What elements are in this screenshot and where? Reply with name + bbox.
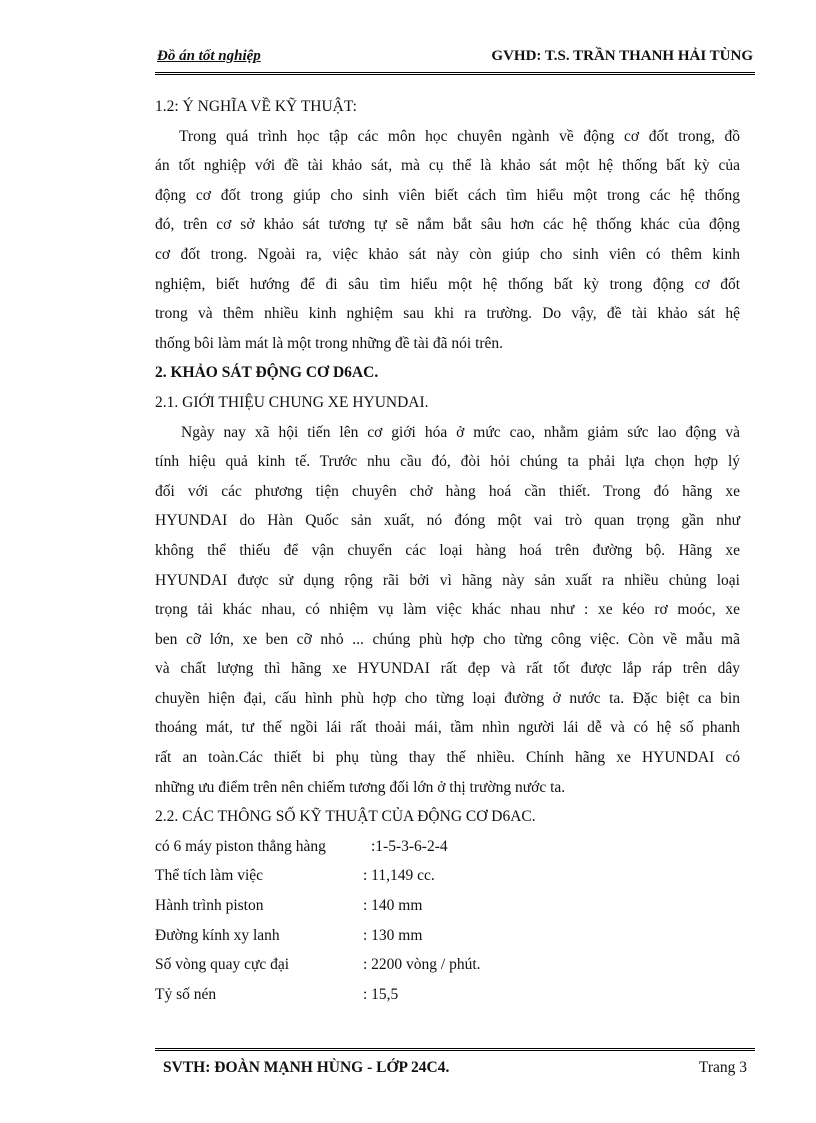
paragraph-line: trọng tải khác nhau, có nhiệm vụ làm việc khác nhau như : xe kéo rơ moóc, xe bbox=[155, 601, 740, 619]
paragraph-line: thoáng mát, tư thế ngồi lái rất thoải mái, tầm nhìn người lái dễ và có hệ số phanh bbox=[155, 719, 740, 737]
section-2-1-title: 2.1. GIỚI THIỆU CHUNG XE HYUNDAI. bbox=[155, 393, 429, 411]
spec-label: Số vòng quay cực đại bbox=[155, 956, 290, 974]
paragraph-line: trong và thêm nhiều kinh nghiệm sau khi ra trường. Do vậy, đề tài khảo sát hệ bbox=[155, 305, 740, 323]
paragraph-line: án tốt nghiệp với đề tài khảo sát, mà cụ thể là khảo sát một hệ thống bất kỳ của bbox=[155, 157, 740, 175]
section-2-2-title: 2.2. CÁC THÔNG SỐ KỸ THUẬT CỦA ĐỘNG CƠ D6AC. bbox=[155, 808, 536, 826]
spec-value: : 140 mm bbox=[363, 897, 423, 915]
page-header bbox=[155, 48, 755, 75]
spec-row bbox=[155, 921, 740, 951]
spec-value: : 15,5 bbox=[363, 985, 399, 1003]
spec-row bbox=[155, 861, 740, 891]
footer-student: SVTH: ĐOÀN MẠNH HÙNG - LỚP 24C4. bbox=[163, 1059, 450, 1076]
paragraph-line: thống bôi làm mát là một trong những đề tài đã nói trên. bbox=[155, 334, 504, 352]
paragraph-line: và chất lượng thì hãng xe HYUNDAI rất đẹp và rất tốt được lắp ráp trên dây bbox=[155, 660, 740, 678]
spec-row bbox=[155, 832, 740, 862]
spec-row bbox=[155, 950, 740, 980]
paragraph-line: cơ đốt trong. Ngoài ra, việc khảo sát này còn giúp cho sinh viên có thêm kinh bbox=[155, 245, 740, 263]
spec-label: Tỷ số nén bbox=[155, 985, 217, 1003]
paragraph-line: ben cỡ lớn, xe ben cỡ nhỏ ... chúng phù hợp cho từng công việc. Còn về mẫu mã bbox=[155, 630, 740, 648]
spec-row bbox=[155, 980, 740, 1010]
section-1-2-title: 1.2: Ý NGHĨA VỀ KỸ THUẬT: bbox=[155, 98, 357, 115]
paragraph-line: HYUNDAI được sử dụng rộng rãi bởi vì hãng này sản xuất ra nhiều chủng loại bbox=[155, 571, 740, 589]
paragraph-line: không thể thiếu để vận chuyển các loại hàng hoá trên đường bộ. Hãng xe bbox=[155, 541, 740, 559]
paragraph-line: nghiệm, biết hướng để đi sâu tìm hiểu một hệ thống bất kỳ trong động cơ đốt bbox=[155, 275, 740, 293]
spec-value: : 2200 vòng / phút. bbox=[363, 956, 481, 974]
section-2-title: 2. KHẢO SÁT ĐỘNG CƠ D6AC. bbox=[155, 364, 379, 382]
paragraph-line: những ưu điểm trên nên chiếm tương đối lớn ở thị trường nước ta. bbox=[155, 778, 566, 796]
spec-label: Đường kính xy lanh bbox=[155, 926, 280, 944]
paragraph-line: chuyền hiện đại, cấu hình phù hợp cho từng loại đường ở nước ta. Đặc biệt ca bin bbox=[155, 689, 740, 707]
paragraph-line: tính hiệu quả kinh tế. Trước nhu cầu đó, đòi hỏi chúng ta phải lựa chọn hợp lý bbox=[155, 453, 740, 471]
spec-label: Thể tích làm việc bbox=[155, 867, 264, 885]
spec-label: có 6 máy piston thẳng hàng bbox=[155, 837, 326, 855]
paragraph-line: Ngày nay xã hội tiến lên cơ giới hóa ở mức cao, nhằm giảm sức lao động và bbox=[181, 423, 740, 441]
page-number: Trang 3 bbox=[698, 1059, 747, 1076]
header-doc-type: Đồ án tốt nghiệp bbox=[157, 48, 261, 64]
paragraph-line: Trong quá trình học tập các môn học chuyên ngành về động cơ đốt trong, đồ bbox=[179, 127, 740, 145]
paragraph-line: động cơ đốt trong giúp cho sinh viên biết cách tìm hiểu một trong các hệ thống bbox=[155, 186, 740, 204]
paragraph-line: rất an toàn.Các thiết bi phụ tùng thay thế nhiều. Chính hãng xe HYUNDAI có bbox=[155, 749, 740, 767]
header-advisor: GVHD: T.S. TRẦN THANH HẢI TÙNG bbox=[491, 48, 753, 64]
paragraph-line: đó, trên cơ sở khảo sát tương tự sẽ nắm bắt sâu hơn các hệ thống khác của động bbox=[155, 216, 740, 234]
spec-label: Hành trình piston bbox=[155, 897, 264, 915]
paragraph-line: HYUNDAI do Hàn Quốc sản xuất, nó đóng một vai trò quan trọng gần như bbox=[155, 512, 740, 530]
paragraph-line: đối với các phương tiện chuyên chở hàng hoá cần thiết. Trong đó hãng xe bbox=[155, 482, 740, 500]
spec-value: : 130 mm bbox=[363, 926, 423, 944]
spec-row bbox=[155, 891, 740, 921]
spec-value: :1-5-3-6-2-4 bbox=[371, 837, 448, 855]
page-footer bbox=[155, 1048, 755, 1081]
document-body bbox=[155, 92, 740, 1009]
spec-value: : 11,149 cc. bbox=[363, 867, 435, 885]
